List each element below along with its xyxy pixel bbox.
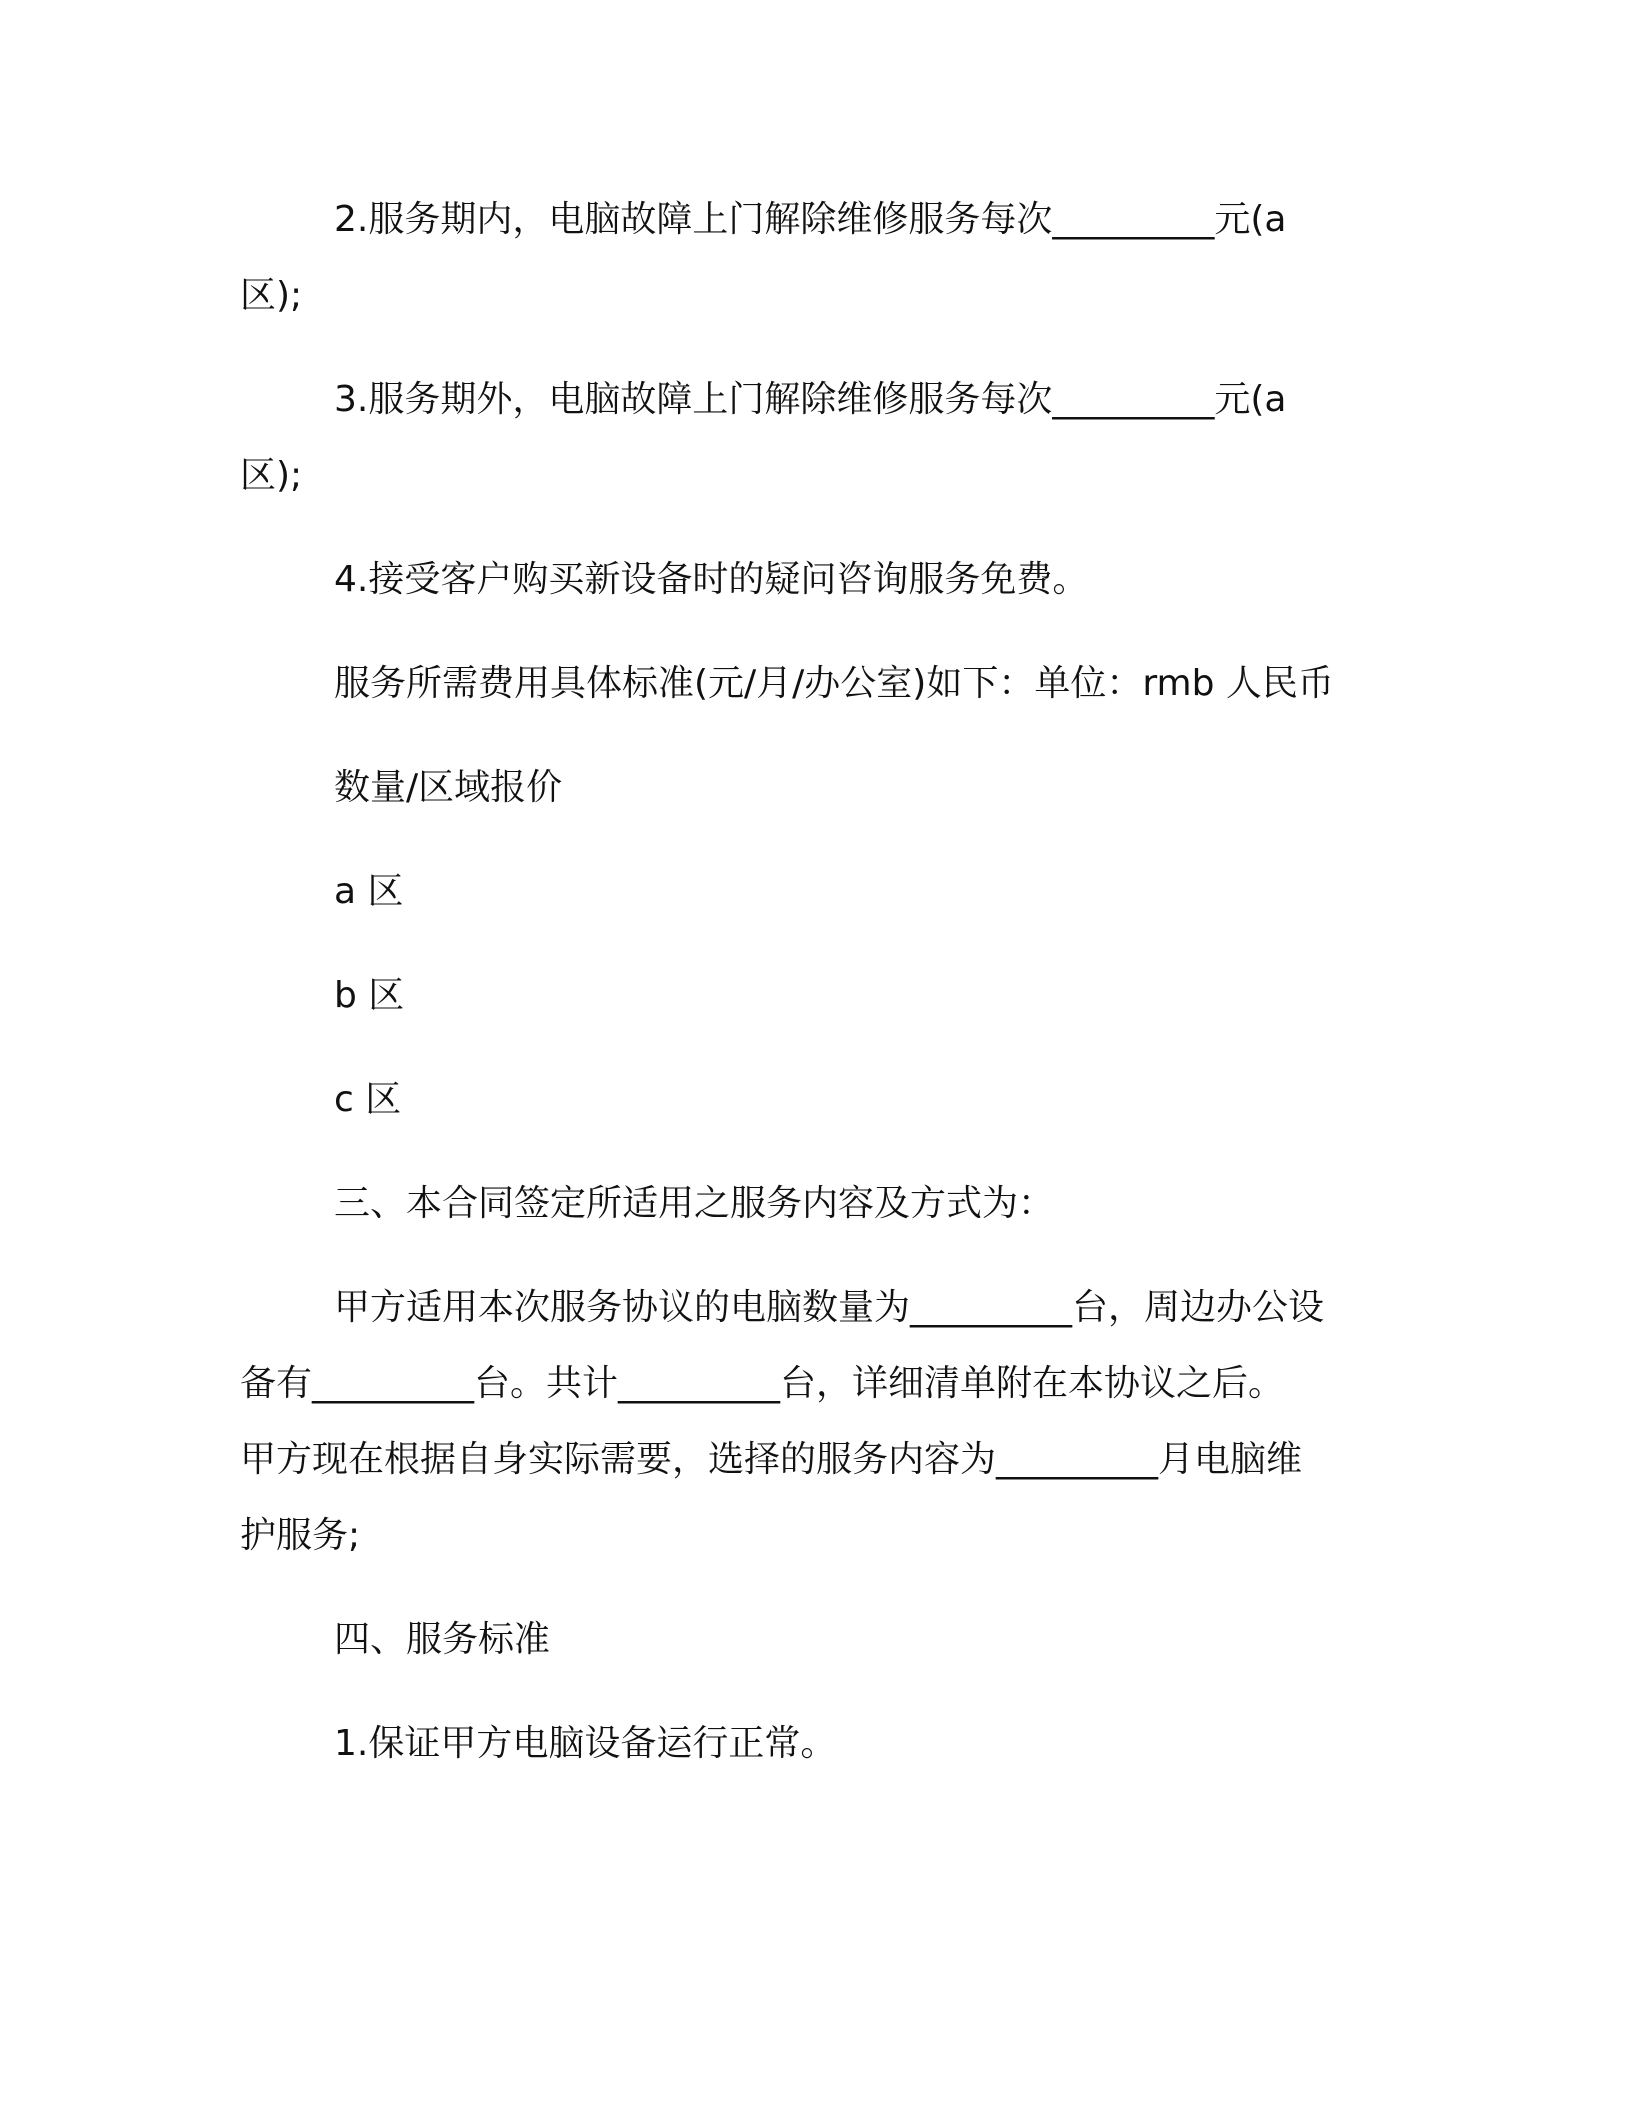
- section-4-heading: 四、服务标准: [334, 1619, 551, 1660]
- clause-2-in-period-fee-line2: 区);: [240, 275, 303, 316]
- section-3-paragraph-line2: 备有_________台。共计_________台，详细清单附在本协议之后。: [240, 1363, 1285, 1404]
- section-3-paragraph-line1: 甲方适用本次服务协议的电脑数量为_________台，周边办公设: [334, 1287, 1325, 1328]
- zone-c-row: c 区: [334, 1079, 402, 1120]
- zone-a-row: a 区: [334, 871, 404, 912]
- section-3-heading: 三、本合同签定所适用之服务内容及方式为：: [334, 1183, 1055, 1224]
- fee-standard-intro: 服务所需费用具体标准(元/月/办公室)如下：单位：rmb 人民币: [334, 663, 1334, 704]
- service-standard-item-1: 1.保证甲方电脑设备运行正常。: [334, 1723, 837, 1764]
- zone-b-row: b 区: [334, 975, 405, 1016]
- section-3-paragraph-line4: 护服务;: [240, 1515, 361, 1556]
- clause-3-out-period-fee-line2: 区);: [240, 455, 303, 496]
- clause-3-out-period-fee-line1: 3.服务期外，电脑故障上门解除维修服务每次_________元(a: [334, 379, 1287, 420]
- clause-2-in-period-fee-line1: 2.服务期内，电脑故障上门解除维修服务每次_________元(a: [334, 199, 1287, 240]
- clause-4-consulting-free: 4.接受客户购买新设备时的疑问咨询服务免费。: [334, 559, 1089, 600]
- section-3-paragraph-line3: 甲方现在根据自身实际需要，选择的服务内容为_________月电脑维: [240, 1439, 1303, 1480]
- quote-table-header: 数量/区域报价: [334, 767, 563, 808]
